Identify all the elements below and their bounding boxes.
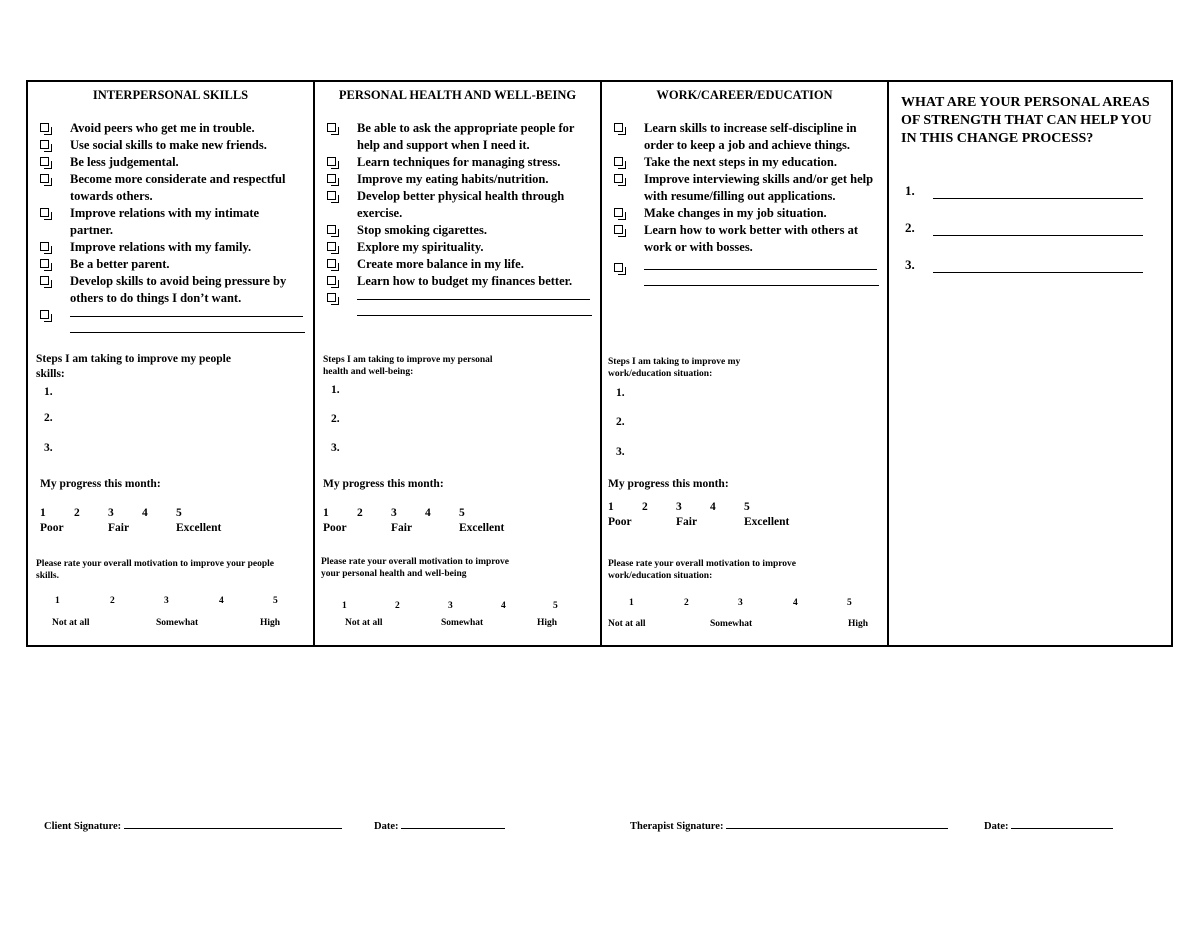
- goal-list: [38, 120, 305, 333]
- blank-goal-field[interactable]: [644, 270, 879, 286]
- checkbox-icon[interactable]: [40, 310, 49, 319]
- client-date[interactable]: Date:: [374, 818, 505, 832]
- scale-number[interactable]: 5: [459, 507, 465, 519]
- scale-number[interactable]: 3: [676, 501, 682, 513]
- checkbox-icon[interactable]: [327, 242, 336, 251]
- checkbox-icon[interactable]: [327, 276, 336, 285]
- goal-item[interactable]: Improve relations with my intimate partner.: [38, 205, 305, 239]
- goal-item[interactable]: Develop skills to avoid being pressure by others to do things I don’t want.: [38, 273, 305, 307]
- blank-goal-field[interactable]: [70, 317, 305, 333]
- checkbox-icon[interactable]: [40, 259, 49, 268]
- goal-item[interactable]: Learn techniques for managing stress.: [325, 154, 592, 171]
- motivation-label: Please rate your overall motivation to improve your personal health and well-being: [321, 557, 510, 579]
- scale-number[interactable]: 2: [684, 598, 689, 608]
- scale-number[interactable]: 5: [553, 601, 558, 611]
- scale-label-high: High: [260, 618, 281, 628]
- strengths-question: WHAT ARE YOUR PERSONAL AREAS OF STRENGTH THAT CAN HELP YOU IN THIS CHANGE PROCESS?: [901, 95, 1152, 146]
- strength-line[interactable]: 1.: [905, 183, 1143, 199]
- therapist-signature[interactable]: Therapist Signature:: [630, 818, 948, 832]
- checkbox-icon[interactable]: [614, 157, 623, 166]
- checkbox-icon[interactable]: [614, 225, 623, 234]
- scale-number[interactable]: 4: [501, 601, 506, 611]
- checkbox-icon[interactable]: [327, 174, 336, 183]
- scale-number[interactable]: 1: [55, 596, 60, 606]
- scale-number[interactable]: 5: [176, 507, 182, 519]
- step-number: 1.: [331, 384, 340, 396]
- column-heading: PERSONAL HEALTH AND WELL-BEING: [338, 88, 577, 102]
- blank-goal-field[interactable]: [357, 300, 592, 316]
- goal-item[interactable]: Be able to ask the appropriate people for help and support when I need it.: [325, 120, 592, 154]
- checkbox-icon[interactable]: [614, 123, 623, 132]
- goal-item[interactable]: Develop better physical health through exercise.: [325, 188, 592, 222]
- checkbox-icon[interactable]: [40, 242, 49, 251]
- scale-number[interactable]: 5: [847, 598, 852, 608]
- client-signature-field[interactable]: [124, 818, 342, 829]
- goal-item[interactable]: Improve my eating habits/nutrition.: [325, 171, 592, 188]
- column-heading: WORK/CAREER/EDUCATION: [656, 88, 833, 102]
- goal-item-blank[interactable]: [38, 307, 305, 333]
- scale-label-excellent: Excellent: [744, 516, 790, 528]
- scale-label-low: Not at all: [52, 618, 90, 628]
- scale-number[interactable]: 3: [738, 598, 743, 608]
- progress-label: My progress this month:: [323, 478, 444, 490]
- goal-item[interactable]: Use social skills to make new friends.: [38, 137, 305, 154]
- checkbox-icon[interactable]: [327, 259, 336, 268]
- goal-item[interactable]: Learn how to budget my finances better.: [325, 273, 592, 290]
- motivation-label: Please rate your overall motivation to improve your people skills.: [36, 559, 274, 581]
- step-number: 3.: [331, 442, 340, 454]
- goal-item[interactable]: Make changes in my job situation.: [612, 205, 879, 222]
- step-number: 1.: [616, 387, 625, 399]
- column-interpersonal-skills: [28, 82, 315, 645]
- scale-number[interactable]: 2: [74, 507, 80, 519]
- strength-line[interactable]: 2.: [905, 220, 1143, 236]
- scale-label-high: High: [537, 618, 558, 628]
- scale-label-low: Not at all: [608, 619, 646, 629]
- scale-number[interactable]: 2: [357, 507, 363, 519]
- client-date-field[interactable]: [401, 818, 505, 829]
- scale-number[interactable]: 3: [164, 596, 169, 606]
- scale-label-poor: Poor: [40, 522, 64, 534]
- scale-label-excellent: Excellent: [459, 522, 505, 534]
- step-number: 2.: [44, 412, 53, 424]
- checkbox-icon[interactable]: [40, 276, 49, 285]
- checkbox-icon[interactable]: [327, 293, 336, 302]
- strength-field[interactable]: [933, 221, 1143, 236]
- goal-item[interactable]: Explore my spirituality.: [325, 239, 592, 256]
- scale-label-fair: Fair: [108, 522, 130, 534]
- progress-label: My progress this month:: [608, 478, 729, 490]
- scale-label-excellent: Excellent: [176, 522, 222, 534]
- scale-label-mid: Somewhat: [710, 619, 753, 629]
- scale-number[interactable]: 2: [642, 501, 648, 513]
- scale-label-low: Not at all: [345, 618, 383, 628]
- goal-item[interactable]: Create more balance in my life.: [325, 256, 592, 273]
- scale-number[interactable]: 4: [219, 596, 224, 606]
- scale-number[interactable]: 2: [110, 596, 115, 606]
- scale-number[interactable]: 2: [395, 601, 400, 611]
- step-number: 3.: [616, 446, 625, 458]
- goal-list: [325, 120, 592, 316]
- scale-number[interactable]: 3: [448, 601, 453, 611]
- checkbox-icon[interactable]: [327, 157, 336, 166]
- goal-item[interactable]: Become more considerate and respectful towards others.: [38, 171, 305, 205]
- checkbox-icon[interactable]: [614, 263, 623, 272]
- goal-item[interactable]: Be less judgemental.: [38, 154, 305, 171]
- scale-label-mid: Somewhat: [156, 618, 199, 628]
- scale-number[interactable]: 1: [629, 598, 634, 608]
- strength-field[interactable]: [933, 184, 1143, 199]
- goal-item[interactable]: Avoid peers who get me in trouble.: [38, 120, 305, 137]
- steps-label: Steps I am taking to improve my people skills:: [36, 353, 231, 380]
- scale-label-poor: Poor: [608, 516, 632, 528]
- therapist-date[interactable]: Date:: [984, 818, 1113, 832]
- checkbox-icon[interactable]: [40, 157, 49, 166]
- scale-number[interactable]: 4: [425, 507, 431, 519]
- strength-line[interactable]: 3.: [905, 257, 1143, 273]
- therapist-signature-field[interactable]: [726, 818, 948, 829]
- motivation-label: Please rate your overall motivation to improve work/education situation:: [608, 559, 797, 581]
- scale-number[interactable]: 5: [744, 501, 750, 513]
- blank-goal-field[interactable]: [644, 260, 877, 270]
- checkbox-icon[interactable]: [614, 174, 623, 183]
- goal-item[interactable]: Be a better parent.: [38, 256, 305, 273]
- scale-number[interactable]: 1: [323, 507, 329, 519]
- therapist-date-field[interactable]: [1011, 818, 1113, 829]
- steps-label: Steps I am taking to improve my personal health and well-being:: [323, 355, 493, 377]
- scale-number[interactable]: 1: [40, 507, 46, 519]
- checkbox-icon[interactable]: [327, 225, 336, 234]
- scale-number[interactable]: 5: [273, 596, 278, 606]
- scale-label-fair: Fair: [391, 522, 413, 534]
- steps-label: Steps I am taking to improve my work/education situation:: [608, 357, 741, 379]
- scale-number[interactable]: 3: [108, 507, 114, 519]
- column-strengths: [889, 82, 1171, 645]
- client-signature[interactable]: Client Signature:: [44, 818, 342, 832]
- checkbox-icon[interactable]: [614, 208, 623, 217]
- progress-label: My progress this month:: [40, 478, 161, 490]
- scale-label-fair: Fair: [676, 516, 698, 528]
- goal-item-blank[interactable]: [325, 290, 592, 316]
- scale-number[interactable]: 4: [710, 501, 716, 513]
- goal-item-blank[interactable]: [612, 260, 879, 286]
- step-number: 3.: [44, 442, 53, 454]
- goal-item[interactable]: Take the next steps in my education.: [612, 154, 879, 171]
- goal-list: [612, 120, 879, 286]
- scale-label-mid: Somewhat: [441, 618, 484, 628]
- checkbox-icon[interactable]: [327, 123, 336, 132]
- scale-number[interactable]: 4: [142, 507, 148, 519]
- checkbox-icon[interactable]: [40, 208, 49, 217]
- checkbox-icon[interactable]: [40, 123, 49, 132]
- goal-item[interactable]: Improve interviewing skills and/or get help with resume/filling out applications.: [612, 171, 879, 205]
- goal-item[interactable]: Improve relations with my family.: [38, 239, 305, 256]
- goal-item[interactable]: Stop smoking cigarettes.: [325, 222, 592, 239]
- blank-goal-field[interactable]: [70, 307, 303, 317]
- checkbox-icon[interactable]: [327, 191, 336, 200]
- goal-item[interactable]: Learn how to work better with others at work or with bosses.: [612, 222, 879, 256]
- step-number: 1.: [44, 386, 53, 398]
- blank-goal-field[interactable]: [357, 290, 590, 300]
- scale-label-poor: Poor: [323, 522, 347, 534]
- goal-item[interactable]: Learn skills to increase self-discipline in order to keep a job and achieve things.: [612, 120, 879, 154]
- scale-label-high: High: [848, 619, 869, 629]
- step-number: 2.: [616, 416, 625, 428]
- goal-worksheet-table: [26, 80, 1173, 647]
- column-work-career-education: [602, 82, 889, 645]
- scale-number[interactable]: 4: [793, 598, 798, 608]
- column-heading: INTERPERSONAL SKILLS: [92, 88, 249, 102]
- step-number: 2.: [331, 413, 340, 425]
- column-personal-health: [315, 82, 602, 645]
- checkbox-icon[interactable]: [40, 140, 49, 149]
- scale-number[interactable]: 1: [342, 601, 347, 611]
- strength-field[interactable]: [933, 258, 1143, 273]
- scale-number[interactable]: 3: [391, 507, 397, 519]
- scale-number[interactable]: 1: [608, 501, 614, 513]
- checkbox-icon[interactable]: [40, 174, 49, 183]
